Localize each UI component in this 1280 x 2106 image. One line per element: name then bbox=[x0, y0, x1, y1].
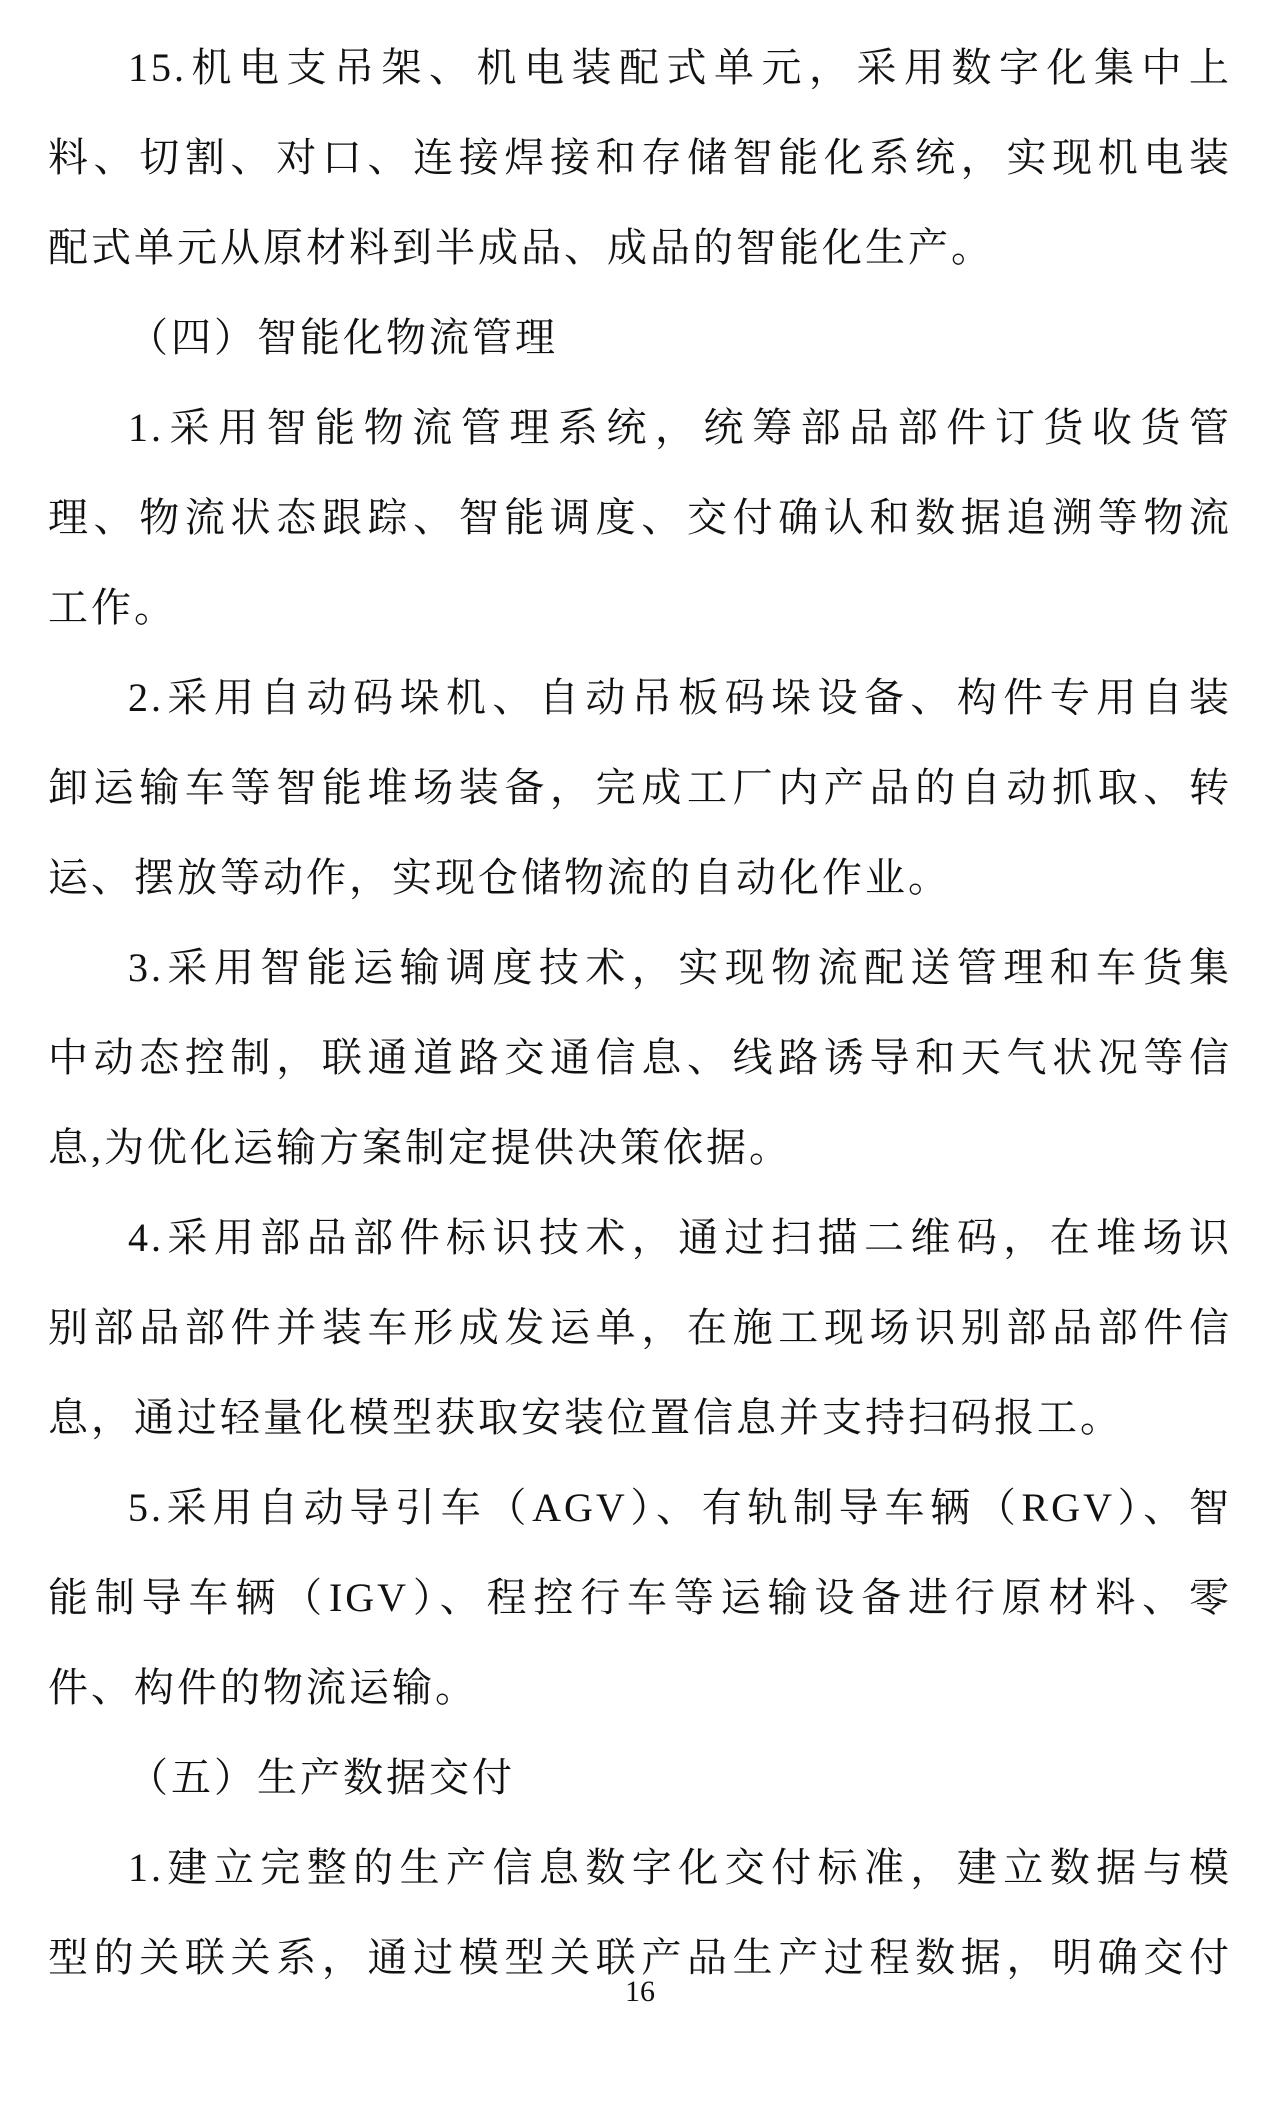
text-line: 15.机电支吊架、机电装配式单元，采用数字化集中上 bbox=[128, 45, 1232, 90]
text-line: 1.建立完整的生产信息数字化交付标准，建立数据与模 bbox=[128, 1845, 1232, 1890]
text-line: 中动态控制，联通道路交通信息、线路诱导和天气状况等信 bbox=[48, 1035, 1232, 1080]
text-line: 5.采用自动导引车（AGV）、有轨制导车辆（RGV）、智 bbox=[128, 1485, 1232, 1530]
text-line: 2.采用自动码垛机、自动吊板码垛设备、构件专用自装 bbox=[128, 675, 1232, 720]
text-line: 息，通过轻量化模型获取安装位置信息并支持扫码报工。 bbox=[48, 1395, 1123, 1440]
text-line: 工作。 bbox=[48, 585, 177, 630]
text-line: 4.采用部品部件标识技术，通过扫描二维码，在堆场识 bbox=[128, 1215, 1232, 1260]
text-line: 卸运输车等智能堆场装备，完成工厂内产品的自动抓取、转 bbox=[48, 765, 1232, 810]
text-line: 运、摆放等动作，实现仓储物流的自动化作业。 bbox=[48, 855, 951, 900]
text-line: 配式单元从原材料到半成品、成品的智能化生产。 bbox=[48, 225, 994, 270]
text-line: 型的关联关系，通过模型关联产品生产过程数据，明确交付 bbox=[48, 1935, 1232, 1980]
text-line: 理、物流状态跟踪、智能调度、交付确认和数据追溯等物流 bbox=[48, 495, 1232, 540]
section-heading-5: （五）生产数据交付 bbox=[128, 1755, 515, 1800]
text-line: 3.采用智能运输调度技术，实现物流配送管理和车货集 bbox=[128, 945, 1232, 990]
page-number: 16 bbox=[625, 1975, 655, 2008]
section-heading-4: （四）智能化物流管理 bbox=[128, 315, 558, 360]
text-line: 别部品部件并装车形成发运单，在施工现场识别部品部件信 bbox=[48, 1305, 1232, 1350]
text-line: 件、构件的物流运输。 bbox=[48, 1665, 478, 1710]
text-line: 能制导车辆（IGV）、程控行车等运输设备进行原材料、零 bbox=[48, 1575, 1232, 1620]
text-line: 料、切割、对口、连接焊接和存储智能化系统，实现机电装 bbox=[48, 135, 1232, 180]
text-line: 息,为优化运输方案制定提供决策依据。 bbox=[48, 1125, 792, 1170]
text-line: 1.采用智能物流管理系统，统筹部品部件订货收货管 bbox=[128, 405, 1232, 450]
